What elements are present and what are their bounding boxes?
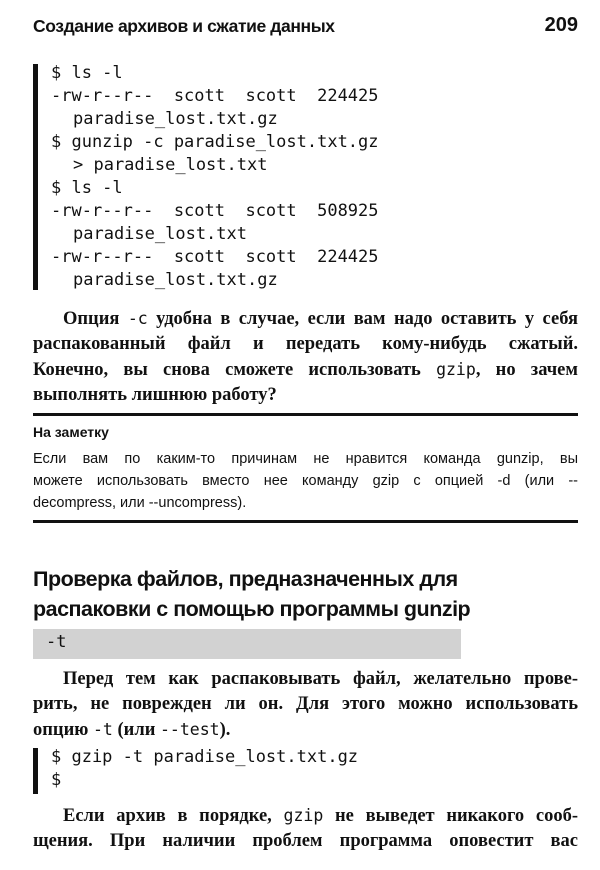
paragraph-test-intro [33,667,578,743]
note-text [33,448,578,514]
paragraph-line: опцию -t (или --test). [33,720,231,740]
paragraph-line: Конечно, вы снова сможете использовать gzip, но зачем [33,360,578,380]
code-line: paradise_lost.txt [73,224,247,244]
code-line: -rw-r--r-- scott scott 224425 [51,86,379,106]
code-line: $ ls -l [51,178,123,198]
code-line: > paradise_lost.txt [73,155,268,175]
paragraph-option-c [33,306,578,408]
section-heading-line: распаковки с помощью программы gunzip [33,597,471,621]
paragraph-line: выполнять лишнюю работу? [33,385,277,405]
note-bottom-rule [33,520,578,523]
code-line: -rw-r--r-- scott scott 508925 [51,201,379,221]
note-line: Если вам по каким-то причинам не нравится команда gunzip, вы [33,451,578,467]
note-line: decompress, или --uncompress). [33,495,247,511]
option-label: -t [46,632,67,652]
code-block-bar [33,64,38,290]
note-top-rule [33,413,578,416]
code-line: $ gunzip -c paradise_lost.txt.gz [51,132,379,152]
note-title: На заметку [33,424,109,440]
paragraph-line: Перед тем как распаковывать файл, желательно прове- [63,669,578,689]
note-line: можете использовать вместо нее команду gzip с опцией -d (или -- [33,473,578,489]
paragraph-line: рить, не поврежден ли он. Для этого можно использовать [33,694,578,714]
code-block-gunzip [33,62,578,294]
running-title: Создание архивов и сжатие данных [33,16,335,36]
section-heading-line: Проверка файлов, предназначенных для [33,567,458,591]
code-line: $ gzip -t paradise_lost.txt.gz [51,747,359,767]
option-label-box [33,629,461,659]
paragraph-line: Опция -c удобна в случае, если вам надо оставить у себя [63,309,578,329]
paragraph-line: распакованный файл и передать кому-нибудь сжатый. [33,334,578,354]
code-line: paradise_lost.txt.gz [73,270,278,290]
section-heading [33,564,578,624]
code-block-gzip-test [33,746,578,794]
paragraph-line: Если архив в порядке, gzip не выведет никакого сооб- [63,806,578,826]
page-header [33,14,578,44]
paragraph-line: щения. При наличии проблем программа оповестит вас [33,831,578,851]
code-line: $ ls -l [51,63,123,83]
code-line: -rw-r--r-- scott scott 224425 [51,247,379,267]
paragraph-test-result [33,803,578,854]
code-line: paradise_lost.txt.gz [73,109,278,129]
page-number: 209 [544,14,578,36]
code-block-bar [33,748,38,794]
code-line: $ [51,770,62,790]
